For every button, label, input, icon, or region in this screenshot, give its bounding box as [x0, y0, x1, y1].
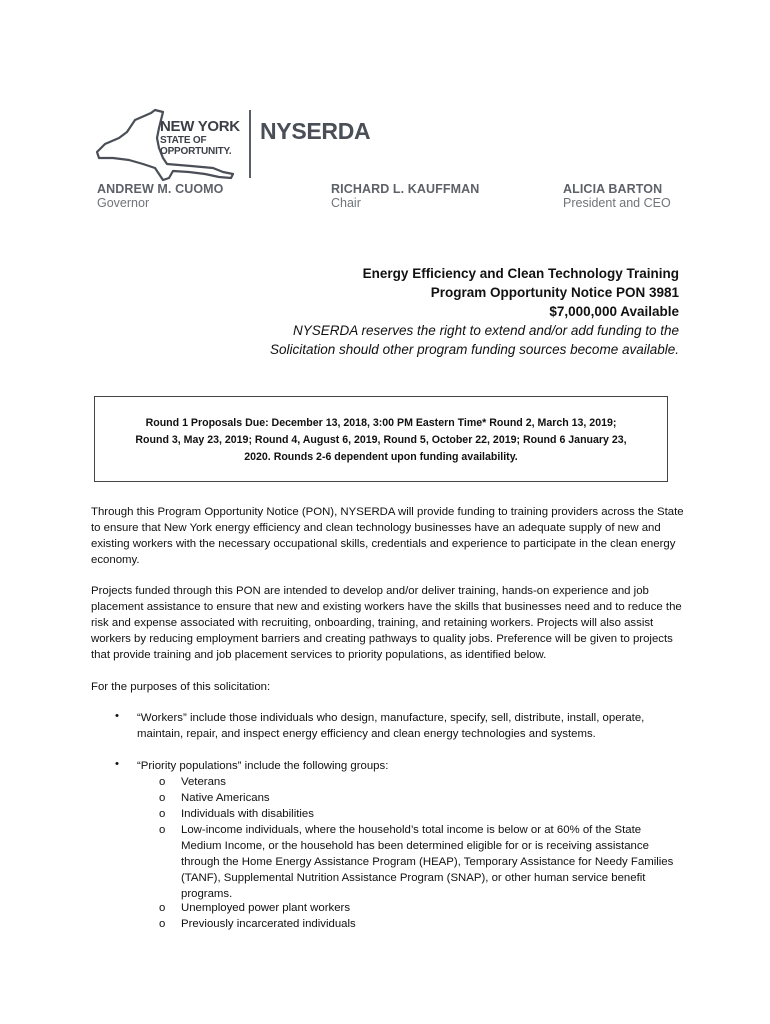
- due-line: Round 3, May 23, 2019; Round 4, August 6, 2019, Round 5, October 22, 2019; Round 6 January 23,: [135, 434, 627, 446]
- funding-note: NYSERDA reserves the right to extend and/or add funding to the: [293, 323, 679, 338]
- sub-item-native-americans: Native Americans: [181, 792, 270, 804]
- officer-name: RICHARD L. KAUFFMAN: [331, 182, 480, 196]
- proposal-due-text: [95, 415, 667, 466]
- pon-number: Program Opportunity Notice PON 3981: [430, 285, 679, 300]
- sub-item-low-income: Low-income individuals, where the household’s total income is below or at 60% of the State Medium Income, or the household has been determined eligible for or is receiving assistance through the Home Energy Assistance Program (HEAP), Temporary Assistance for Needy Families (TANF), Supplemental Nutrition Assistance Program (SNAP), or other human service benefit programs.: [181, 824, 674, 900]
- officer-chair: [331, 183, 479, 211]
- due-line: Round 1 Proposals Due: December 13, 2018, 3:00 PM Eastern Time* Round 2, March 13, 2019;: [145, 417, 617, 429]
- logo-line-new-york: NEW YORK: [160, 118, 240, 135]
- logo-line-state-of: STATE OF: [160, 135, 207, 146]
- sub-marker: o: [159, 808, 166, 820]
- sub-marker: o: [159, 792, 166, 804]
- logo-line-opportunity: OPPORTUNITY.: [160, 146, 232, 157]
- officer-title: Chair: [331, 195, 361, 210]
- paragraph-intro: Through this Program Opportunity Notice (PON), NYSERDA will provide funding to training providers across the State to ensure that New York energy efficiency and clean technology businesses have an adequate supply of new and existing workers with the necessary occupational skills, credentials and experience to participate in the clean energy economy.: [91, 506, 684, 566]
- bullet-workers: “Workers” include those individuals who design, manufacture, specify, sell, distribute, install, operate, maintain, repair, and inspect energy efficiency and clean energy technologies and systems.: [137, 712, 645, 740]
- title-line: Energy Efficiency and Clean Technology Training: [362, 266, 679, 281]
- nyserda-logo: NYSERDA: [260, 118, 371, 144]
- due-line: 2020. Rounds 2-6 dependent upon funding availability.: [244, 451, 518, 463]
- paragraph-projects: Projects funded through this PON are intended to develop and/or deliver training, hands-on experience and job placement assistance to ensure that new and existing workers have the skills that businesses need and to reduce the risk and expense associated with recruiting, onboarding, training, and retaining workers. Projects will also assist workers by reducing employment barriers and creating pathways to quality jobs. Preference will be given to projects that provide training and job placement services to priority populations, as identified below.: [91, 585, 682, 661]
- proposal-due-box: [94, 396, 668, 482]
- sub-item-power-plant-workers: Unemployed power plant workers: [181, 902, 351, 914]
- sub-marker: o: [159, 918, 166, 930]
- logo-divider: [249, 110, 251, 178]
- bullet-marker: •: [115, 710, 119, 722]
- solicitation-title-block: [159, 264, 679, 359]
- officer-name: ANDREW M. CUOMO: [97, 182, 224, 196]
- sub-marker: o: [159, 776, 166, 788]
- officer-name: ALICIA BARTON: [563, 182, 663, 196]
- sub-item-previously-incarcerated: Previously incarcerated individuals: [181, 918, 356, 930]
- officer-title: President and CEO: [563, 195, 671, 210]
- officer-governor: [97, 183, 224, 211]
- ny-state-logo-text: [160, 119, 240, 157]
- officer-title: Governor: [97, 195, 150, 210]
- sub-item-veterans: Veterans: [181, 776, 226, 788]
- sub-item-disabilities: Individuals with disabilities: [181, 808, 314, 820]
- funding-note: Solicitation should other program funding sources become available.: [270, 342, 679, 357]
- bullet-marker: •: [115, 758, 119, 770]
- paragraph-purposes: For the purposes of this solicitation:: [91, 681, 271, 693]
- bullet-priority-populations: “Priority populations” include the following groups:: [137, 760, 389, 772]
- sub-marker: o: [159, 824, 166, 836]
- funding-available: $7,000,000 Available: [549, 304, 679, 319]
- sub-marker: o: [159, 902, 166, 914]
- officer-president: [563, 183, 671, 211]
